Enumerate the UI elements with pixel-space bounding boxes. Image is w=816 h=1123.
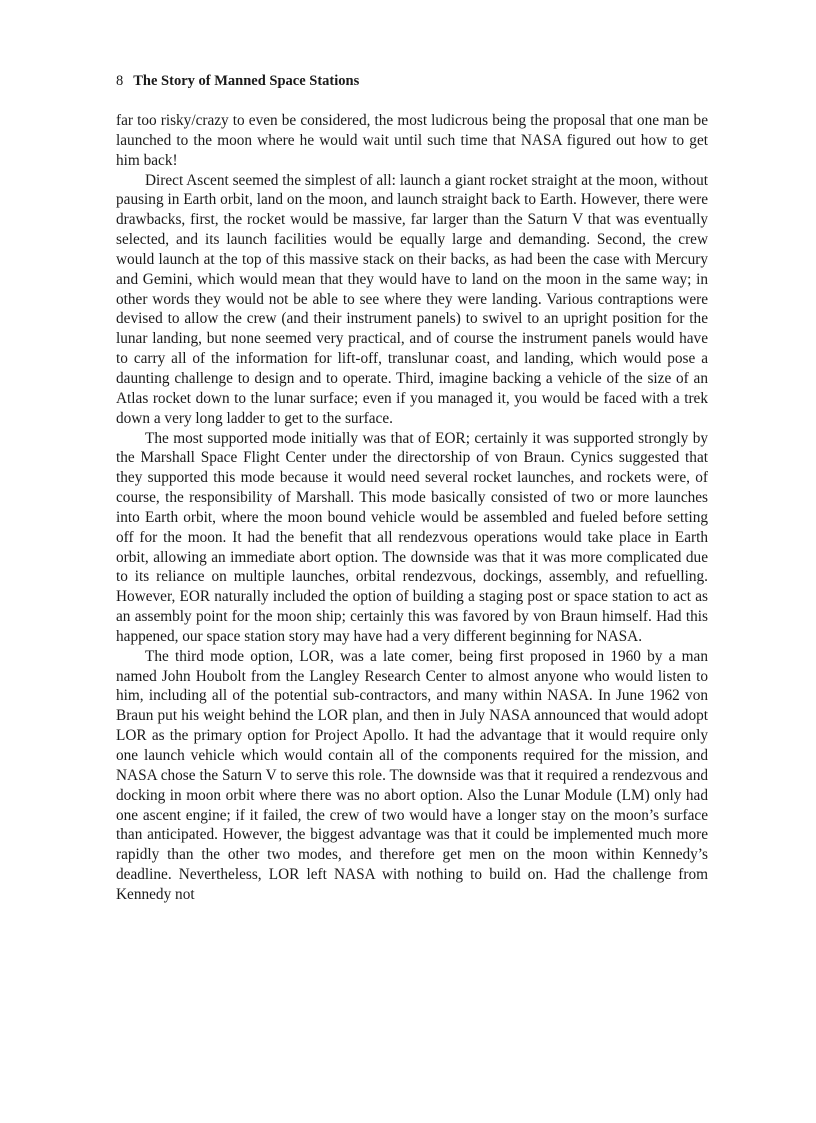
- running-head: [116, 72, 708, 90]
- paragraph-lor: The third mode option, LOR, was a late comer, being first proposed in 1960 by a man named John Houbolt from the Langley Research Center to almost anyone who would listen to him, including all of the potential sub-contractors, and many within NASA. In June 1962 von Braun put his weight behind the LOR plan, and then in July NASA announced that would adopt LOR as the primary option for Project Apollo. It had the advantage that it would require only one launch vehicle which would contain all of the components required for the mission, and NASA chose the Saturn V to serve this role. The downside was that it required a rendezvous and docking in moon orbit where there was no abort option. Also the Lunar Module (LM) only had one ascent engine; if it failed, the crew of two would have a longer stay on the moon’s surface than anticipated. However, the biggest advantage was that it could be implemented much more rapidly than the other two modes, and therefore get men on the moon within Kennedy’s deadline. Nevertheless, LOR left NASA with nothing to build on. Had the challenge from Kennedy not: [116, 647, 708, 903]
- book-page: [116, 72, 708, 905]
- body-text: [116, 111, 708, 905]
- paragraph-eor: The most supported mode initially was that of EOR; certainly it was supported strongly by the Marshall Space Flight Center under the directorship of von Braun. Cynics suggested that they supported this mode because it would need several rocket launches, and rockets were, of course, the responsibility of Marshall. This mode basically consisted of two or more launches into Earth orbit, where the moon bound vehicle would be assembled and fueled before setting off for the moon. It had the benefit that all rendezvous operations would take place in Earth orbit, allowing an immediate abort option. The downside was that it was more complicated due to its reliance on multiple launches, orbital rendezvous, dockings, assembly, and refuelling. However, EOR naturally included the option of building a staging post or space station to act as an assembly point for the moon ship; certainly this was favored by von Braun himself. Had this happened, our space station story may have had a very different beginning for NASA.: [116, 429, 708, 645]
- page-number: 8: [116, 73, 124, 89]
- book-title: The Story of Manned Space Stations: [133, 73, 360, 89]
- paragraph-direct-ascent: Direct Ascent seemed the simplest of all: launch a giant rocket straight at the moon, without pausing in Earth orbit, land on the moon, and launch straight back to Earth. However, there were drawbacks, first, the rocket would be massive, far larger than the Saturn V that was eventually selected, and its launch facilities would be equally large and demanding. Second, the crew would launch at the top of this massive stack on their backs, as had been the case with Mercury and Gemini, which would mean that they would have to land on the moon in the same way; in other words they would not be able to see where they were landing. Various contraptions were devised to allow the crew (and their instrument panels) to swivel to an upright position for the lunar landing, but none seemed very practical, and of course the instrument panels would have to carry all of the information for lift-off, translunar coast, and landing, which would pose a daunting challenge to design and to operate. Third, imagine backing a vehicle of the size of an Atlas rocket down to the lunar surface; even if you managed it, you would be faced with a trek down a very long ladder to get to the surface.: [116, 171, 708, 427]
- paragraph-continued: far too risky/crazy to even be considered, the most ludicrous being the proposal that one man be launched to the moon where he would wait until such time that NASA figured out how to get him back!: [116, 112, 708, 169]
